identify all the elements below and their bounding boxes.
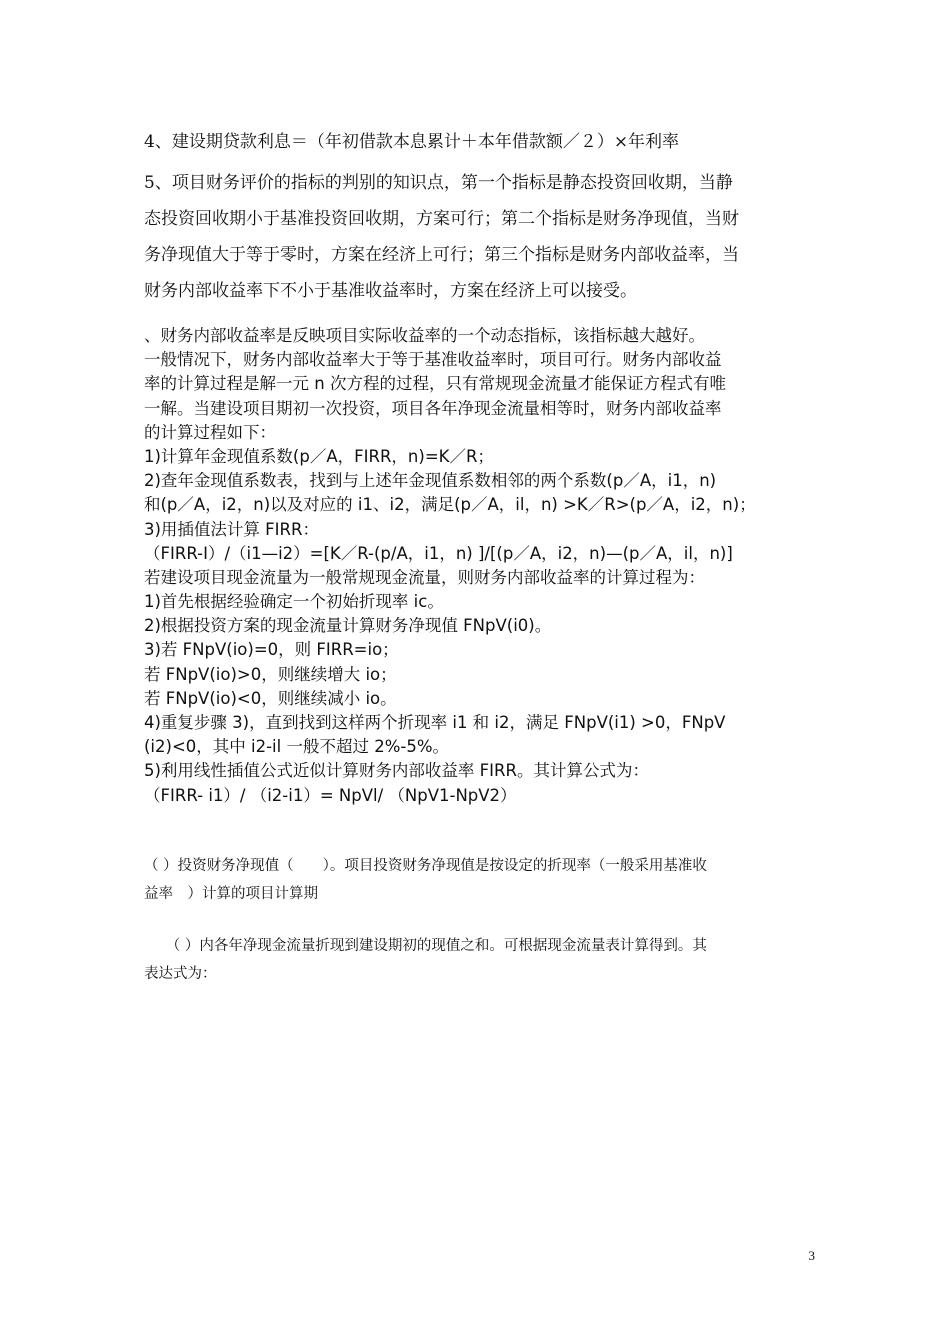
text-line: (i2)<0，其中 i2-il 一般不超过 2%-5%。 [144, 737, 450, 757]
text-line: 务净现值大于等于零时，方案在经济上可行；第三个指标是财务内部收益率，当 [144, 245, 739, 265]
text-line: （FIRR-I）/（i1—i2）=[K／R-(p/A，i1，n) ]/[(p／A，i2，n)—(p／A，il，n)] [144, 543, 733, 563]
text-line: 5)利用线性插值公式近似计算财务内部收益率 FIRR。其计算公式为： [144, 761, 649, 781]
section-npv [144, 852, 808, 988]
text-line: （ ）内各年净现金流量折现到建设期初的现值之和。可根据现金流量表计算得到。其 [144, 938, 707, 954]
text-line: 1)首先根据经验确定一个初始折现率 ic。 [144, 592, 444, 612]
text-line: 财务内部收益率下不小于基准收益率时，方案在经济上可以接受。 [144, 281, 637, 301]
text-line: 4、建设期贷款利息＝（年初借款本息累计＋本年借款额／２）×年利率 [144, 132, 680, 152]
text-line: 5、项目财务评价的指标的判别的知识点，第一个指标是静态投资回收期，当静 [144, 173, 733, 193]
text-line: 一解。当建设项目期初一次投资，项目各年净现金流量相等时，财务内部收益率 [144, 398, 722, 418]
text-line: 益率 ）计算的项目计算期 [144, 886, 318, 902]
text-line: 一般情况下，财务内部收益率大于等于基准收益率时，项目可行。财务内部收益 [144, 350, 722, 370]
section-firr-calculation [144, 324, 808, 808]
text-line: 表达式为： [144, 966, 217, 982]
text-line: 的计算过程如下： [144, 422, 276, 442]
text-line: 2)根据投资方案的现金流量计算财务净现值 FNpV(i0)。 [144, 616, 552, 636]
text-line: 2)查年金现值系数表，找到与上述年金现值系数相邻的两个系数(p／A，i1，n) [144, 471, 717, 491]
text-line: 若 FNpV(io)<0，则继续减小 io。 [144, 688, 397, 708]
text-line: （ ）投资财务净现值（ ）。项目投资财务净现值是按设定的折现率（一般采用基准收 [144, 858, 707, 874]
text-line: （FIRR- i1）/ （i2-i1）= NpVl/ （NpV1-NpV2） [144, 785, 517, 805]
text-line: 率的计算过程是解一元 n 次方程的过程，只有常规现金流量才能保证方程式有唯 [144, 374, 726, 394]
text-line: 、财务内部收益率是反映项目实际收益率的一个动态指标，该指标越大越好。 [144, 326, 705, 345]
text-line: 若 FNpV(io)>0，则继续增大 io； [144, 664, 397, 684]
text-line: 3)若 FNpV(io)=0，则 FIRR=io； [144, 640, 399, 660]
page-number: 3 [808, 1248, 815, 1263]
section-construction-interest-and-indicators [144, 124, 808, 309]
text-line: 1)计算年金现值系数(p／A，FIRR，n)=K／R； [144, 446, 494, 466]
text-line: 3)用插值法计算 FIRR： [144, 519, 319, 539]
text-line: 态投资回收期小于基准投资回收期，方案可行；第二个指标是财务净现值，当财 [144, 209, 739, 229]
text-line: 和(p／A，i2，n)以及对应的 i1、i2，满足(p／A，il，n) >K／R>(p／A，i2，n)； [144, 495, 756, 515]
text-line: 4)重复步骤 3)，直到找到这样两个折现率 i1 和 i2，满足 FNpV(i1) >0，FNpV [144, 713, 726, 732]
text-line: 若建设项目现金流量为一般常规现金流量，则财务内部收益率的计算过程为： [144, 567, 705, 587]
